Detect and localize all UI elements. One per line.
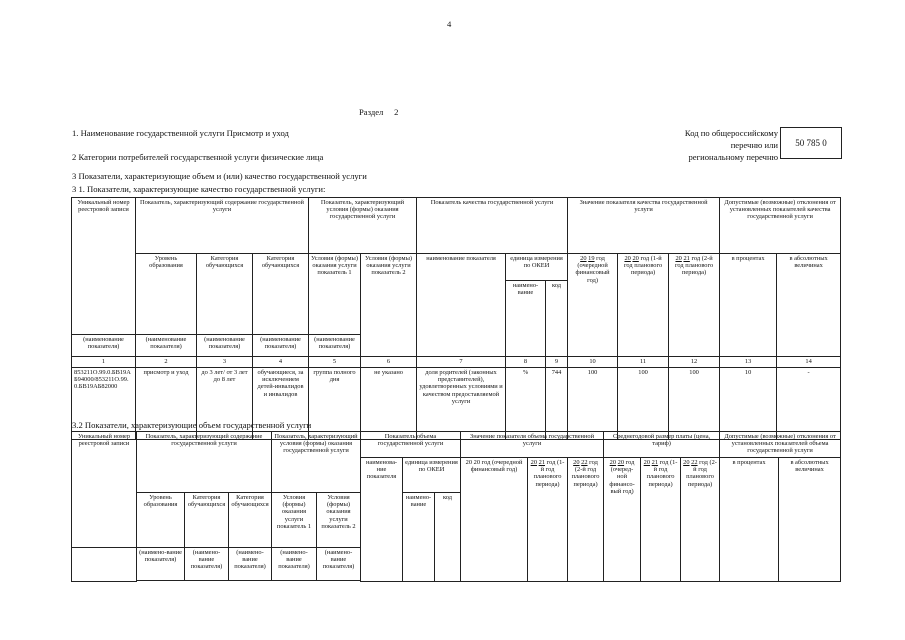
t1-h-year2: 20 20 год (1-й год планового периода) [618,254,669,357]
t1-row-v5: группа полного дня [309,368,361,440]
t2-c1: Уровень образования [137,493,185,548]
t1-num-1: 1 [72,357,136,368]
t1-h-deviation: Допустимые (возможные) отклонения от установленных показателей качества государственной услуги [720,198,841,254]
t2-c2: Категория обучающихся [185,493,229,548]
t1-h-year3: 20 21 год (2-й год планового периода) [669,254,720,357]
t2-pn5: (наимено-вание показателя) [317,548,361,581]
code-label-3: региональному перечню [688,152,778,162]
t2-h-value: Значение показателя объема государственной услуги [461,432,604,458]
t2-h-unit: единица измерения по ОКЕИ [403,458,461,493]
t1-num-12: 12 [669,357,720,368]
t1-h-abs: в абсолютных величинах [777,254,841,357]
t2-pn2: (наимено-вание показателя) [185,548,229,581]
t2-h-fee-year2: 20 21 год (1-й год планового периода) [641,458,681,582]
t2-h-abs: в абсолютных величинах [779,458,841,582]
t1-c1: Уровень образования [136,254,197,335]
t1-pn3: (наименование показателя) [197,335,253,357]
t1-h-ind-name: наименование показателя [417,254,506,357]
t1-h-unit: единица измерения по ОКЕИ [506,254,568,281]
t2-h-fee-year1: 20 20 год (очеред-ной финансо-вый год) [604,458,641,582]
t2-pn1: (наимено-вание показателя) [137,548,185,581]
t2-h-conditions: Показатель, характеризующий условия (формы) оказания государственной услуги [272,432,361,493]
t1-c2: Категория обучающихся [197,254,253,335]
t2-h-volume: Показатель объема государственной услуги [361,432,461,458]
t2-h-fee: Среднегодовой размер платы (цена, тариф) [604,432,720,458]
t2-h-deviation: Допустимые (возможные) отклонения от установленных показателей объема государственной услуги [720,432,841,458]
t1-row-v14: - [777,368,841,440]
t1-row-v7: доля родителей (законных представителей), удовлетворенных условиями и качеством предоставляемой услуги [417,368,506,440]
heading-3-1: 3 1. Показатели, характеризующие качество государственной услуги: [72,184,326,194]
t1-row-code: 853211О.99.0.БВ19АБ94000/853211О.99.0.БВ19АБ82000 [72,368,136,440]
consumers-line: 2 Категории потребителей государственной услуги физические лица [72,152,324,162]
t1-pn2: (наименование показателя) [136,335,197,357]
heading-3-2: 3.2 Показатели, характеризующие объем государственной услуги [72,420,312,430]
t2-h-unique: Уникальный номер реестровой записи [72,432,137,548]
t1-h-unit-code: код [546,281,568,357]
volume-table [71,431,841,582]
t1-row-v2: присмотр и уход [136,368,197,440]
t2-spacer [137,581,361,582]
t1-num-4: 4 [253,357,309,368]
t1-num-8: 8 [506,357,546,368]
t1-row-v12: 100 [669,368,720,440]
t1-row-v9: 744 [546,368,568,440]
t1-h-quality: Показатель качества государственной услуги [417,198,568,254]
t1-row-v4: обучающиеся, за исключением детей-инвалидов и инвалидов [253,368,309,440]
t1-num-9: 9 [546,357,568,368]
service-name-line: 1. Наименование государственной услуги Присмотр и уход [72,128,289,138]
t2-c4: Условия (формы) оказания услуги показатель 1 [272,493,317,548]
t1-c5: Условия (формы) оказания услуги показатель 2 [361,254,417,335]
t1-row-v6: не указано [361,368,417,440]
code-label-1: Код по общероссийскому [684,128,778,138]
t1-h-unique: Уникальный номер реестровой записи [72,198,136,335]
t1-row-v8: % [506,368,546,440]
t1-num-14: 14 [777,357,841,368]
t1-row-v13: 10 [720,368,777,440]
code-value: 50 785 0 [780,127,842,159]
t1-c4: Условия (формы) оказания услуги показатель 1 [309,254,361,335]
t1-h-year1: 20 19 год (очередной финансовый год) [568,254,618,357]
t1-num-5: 5 [309,357,361,368]
page-number: 4 [447,19,452,29]
t1-pn4: (наименование показателя) [253,335,309,357]
t1-row-v11: 100 [618,368,669,440]
section-label: Раздел 2 [359,107,399,117]
t1-pn5: (наименование показателя) [309,335,361,357]
t1-num-2: 2 [136,357,197,368]
t1-h-content: Показатель, характеризующий содержание государственной услуги [136,198,309,254]
t1-num-11: 11 [618,357,669,368]
t1-row-v3: до 3 лет/ от 3 лет до 8 лет [197,368,253,440]
quality-table [71,197,841,440]
t1-num-3: 3 [197,357,253,368]
t2-h-value-year3: 20 22 год (2-й год планового периода) [568,458,604,582]
t2-h-unit-name: наимено-вание [403,493,435,582]
heading-3: 3 Показатели, характеризующие объем и (или) качество государственной услуги [72,171,367,181]
t2-h-unit-code: код [435,493,461,582]
t2-h-value-year1: 20 20 год (очередной финансовый год) [461,458,528,582]
t2-h-ind-name: наименова-ние показателя [361,458,403,582]
t1-num-6: 6 [361,357,417,368]
code-label-2: перечню или [730,140,778,150]
t1-h-conditions: Показатель, характеризующий условия (формы) оказания государственной услуги [309,198,417,254]
t2-h-fee-year3: 20 22 год (2-й год планового периода) [681,458,720,582]
t2-blank [72,548,137,582]
t1-num-13: 13 [720,357,777,368]
t1-h-unit-name: наимено-вание [506,281,546,357]
t2-h-percent: в процентах [720,458,779,582]
t1-num-10: 10 [568,357,618,368]
t1-row-v10: 100 [568,368,618,440]
t1-pn1: (наименование показателя) [72,335,136,357]
t2-c5: Условия (формы) оказания услуги показатель 2 [317,493,361,548]
t2-h-content: Показатель, характеризующий содержание государственной услуги [137,432,272,493]
t1-num-7: 7 [417,357,506,368]
t2-pn4: (наимено-вание показателя) [272,548,317,581]
t1-c3: Категория обучающихся [253,254,309,335]
t2-h-value-year2: 20 21 год (1-й год планового периода) [528,458,568,582]
t2-pn3: (наимено-вание показателя) [229,548,272,581]
t2-c3: Категория обучающихся [229,493,272,548]
t1-h-value: Значение показателя качества государственной услуги [568,198,720,254]
t1-h-percent: в процентах [720,254,777,357]
